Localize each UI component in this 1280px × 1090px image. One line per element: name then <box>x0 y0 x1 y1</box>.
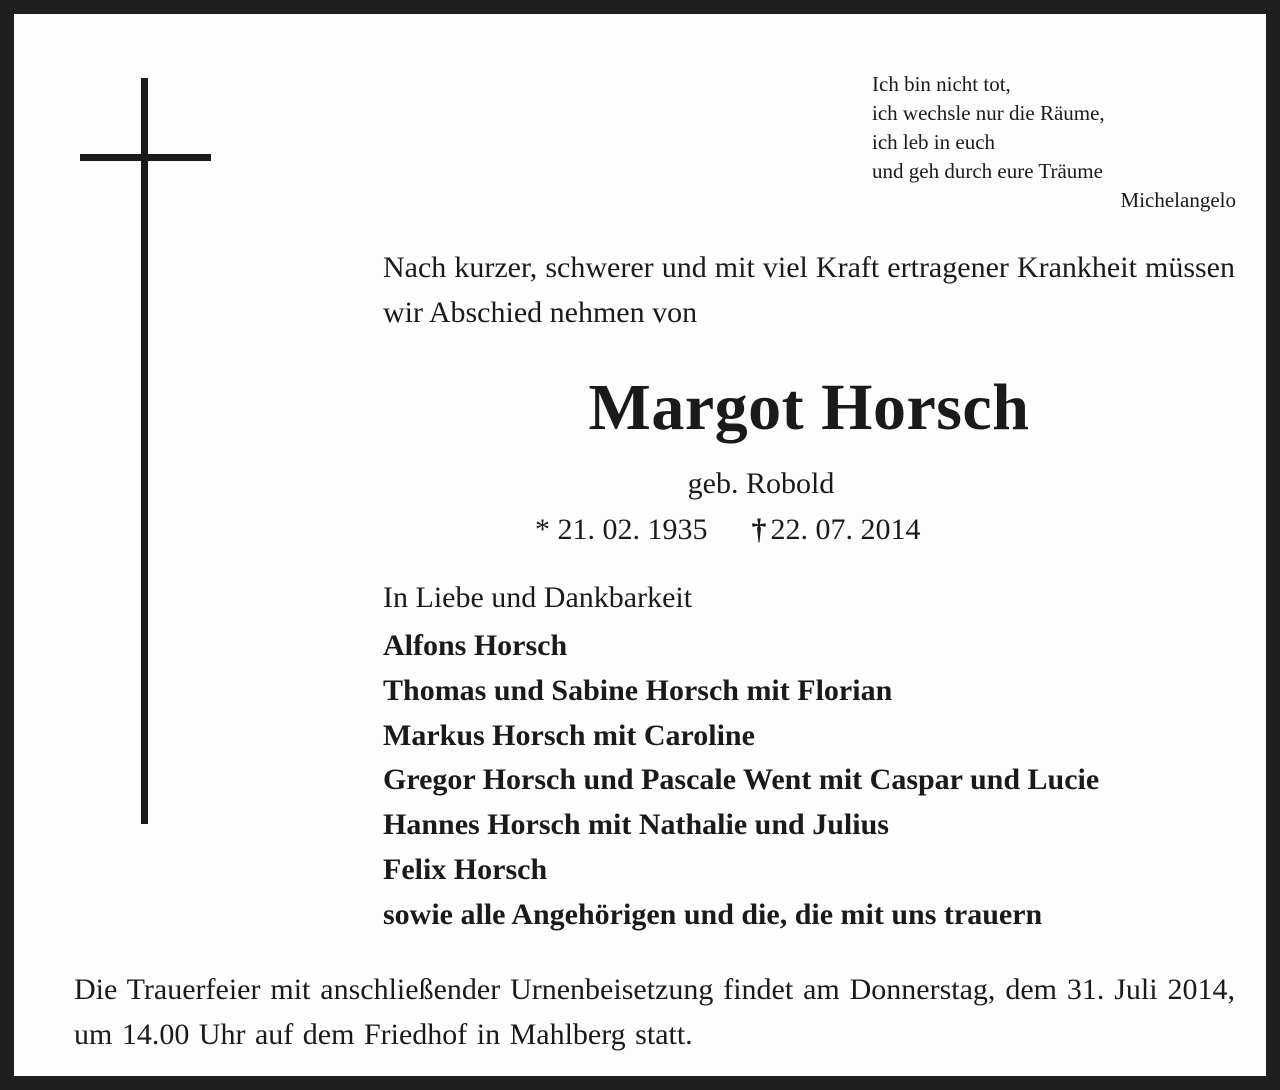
poem-line: ich leb in euch <box>872 130 996 154</box>
dagger-icon: † <box>751 513 767 546</box>
mourner-entry: Alfons Horsch <box>383 629 568 662</box>
cross-horizontal-bar <box>80 154 211 161</box>
maiden-name-text: geb. Robold <box>687 467 835 500</box>
deceased-name: Margot Horsch <box>588 371 1030 444</box>
life-dates <box>535 510 921 550</box>
birth-date: * 21. 02. 1935 <box>535 513 708 546</box>
intro-text: Nach kurzer, schwerer und mit viel Kraft ertragener Krankheit müssen wir Abschied nehmen von <box>383 251 1235 329</box>
death-date: 22. 07. 2014 <box>770 513 921 546</box>
maiden-name <box>383 464 1235 504</box>
poem-quote <box>872 70 1236 215</box>
funeral-service-notice: Die Trauerfeier mit anschließender Urnenbeisetzung findet am Donnerstag, dem 31. Juli 2014, um 14.00 Uhr auf dem Friedhof in Mahlberg statt. <box>74 973 1235 1051</box>
mourner-entry: Thomas und Sabine Horsch mit Florian <box>383 673 893 707</box>
mourner-entry: Felix Horsch <box>383 852 548 886</box>
poem-line: und geh durch eure Träume <box>872 159 1103 183</box>
mourner-entry: Hannes Horsch mit Nathalie und Julius <box>383 808 889 842</box>
mourning-line: In Liebe und Dankbarkeit <box>383 581 693 614</box>
poem-line: ich wechsle nur die Räume, <box>872 101 1105 125</box>
cross-vertical-bar <box>141 78 148 824</box>
poem-line: Ich bin nicht tot, <box>872 72 1011 96</box>
mourner-entry: Markus Horsch mit Caroline <box>383 718 755 752</box>
mourners-list <box>383 624 1243 938</box>
mourner-entry: Gregor Horsch und Pascale Went mit Caspar und Lucie <box>383 763 1100 797</box>
poem-author: Michelangelo <box>1120 188 1236 212</box>
mourner-entry: sowie alle Angehörigen und die, die mit uns trauern <box>383 897 1043 931</box>
